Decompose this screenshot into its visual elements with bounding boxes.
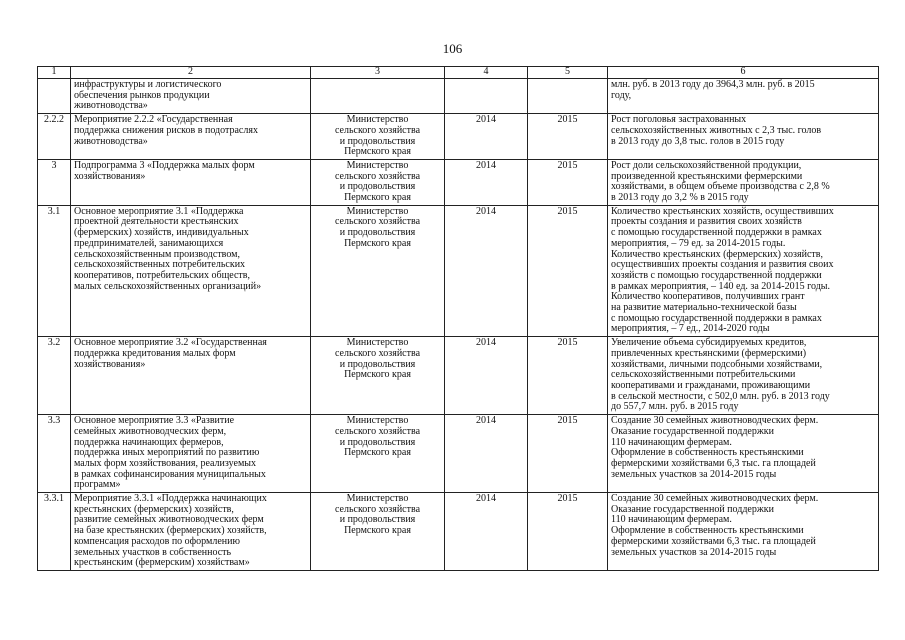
- header-col-2: 2: [71, 67, 311, 79]
- table-row: [38, 159, 879, 205]
- table-row: [38, 205, 879, 336]
- end-year: [528, 79, 608, 114]
- row-number: 2.2.2: [38, 114, 71, 160]
- executor: Министерство сельского хозяйства и продовольствия Пермского края: [311, 159, 445, 205]
- start-year: 2014: [445, 114, 528, 160]
- end-year: 2015: [528, 415, 608, 493]
- measure-name: инфраструктуры и логистического обеспечения рынков продукции животноводства»: [71, 79, 311, 114]
- row-number: 3.2: [38, 337, 71, 415]
- expected-result: Рост поголовья застрахованных сельскохозяйственных животных с 2,3 тыс. голов в 2013 году до 3,8 тыс. голов в 2015 году: [608, 114, 879, 160]
- row-number: 3.1: [38, 205, 71, 336]
- measure-name: Подпрограмма 3 «Поддержка малых форм хозяйствования»: [71, 159, 311, 205]
- header-col-4: 4: [445, 67, 528, 79]
- program-table: [37, 66, 879, 571]
- executor: Министерство сельского хозяйства и продовольствия Пермского края: [311, 337, 445, 415]
- table-row: [38, 337, 879, 415]
- header-col-1: 1: [38, 67, 71, 79]
- expected-result: Увеличение объема субсидируемых кредитов, привлеченных крестьянскими (фермерскими) хозяйствами, личными подсобными хозяйствами, сельскохозяйственными потребительскими кооперативами и гражданами, проживающими в сельской местности, с 502,0 млн. руб. в 2013 году до 557,7 млн. руб. в 2015 году: [608, 337, 879, 415]
- start-year: [445, 79, 528, 114]
- end-year: 2015: [528, 114, 608, 160]
- row-number: 3.3.1: [38, 493, 71, 571]
- end-year: 2015: [528, 493, 608, 571]
- start-year: 2014: [445, 337, 528, 415]
- row-number: 3.3: [38, 415, 71, 493]
- start-year: 2014: [445, 159, 528, 205]
- header-row: [38, 67, 879, 79]
- measure-name: Мероприятие 3.3.1 «Поддержка начинающих крестьянских (фермерских) хозяйств, развитие семейных животноводческих ферм на базе крестьянских (фермерских) хозяйств, компенсация расходов по оформлению земельных участков в собственность крестьянским (фермерским) хозяйствам»: [71, 493, 311, 571]
- page-number: 106: [442, 41, 463, 56]
- measure-name: Основное мероприятие 3.2 «Государственная поддержка кредитования малых форм хозяйствования»: [71, 337, 311, 415]
- expected-result: Создание 30 семейных животноводческих ферм. Оказание государственной поддержки 110 начинающим фермерам. Оформление в собственность крестьянскими фермерскими хозяйствами 6,3 тыс. га площадей земельных участков за 2014-2015 годы: [608, 493, 879, 571]
- measure-name: Основное мероприятие 3.3 «Развитие семейных животноводческих ферм, поддержка начинающих фермеров, поддержка иных мероприятий по развитию малых форм хозяйствования, реализуемых в рамках софинансирования муниципальных программ»: [71, 415, 311, 493]
- table-row: [38, 415, 879, 493]
- measure-name: Мероприятие 2.2.2 «Государственная поддержка снижения рисков в подотраслях животноводства»: [71, 114, 311, 160]
- start-year: 2014: [445, 205, 528, 336]
- executor: Министерство сельского хозяйства и продовольствия Пермского края: [311, 415, 445, 493]
- expected-result: млн. руб. в 2013 году до 3964,3 млн. руб. в 2015 году,: [608, 79, 879, 114]
- executor: Министерство сельского хозяйства и продовольствия Пермского края: [311, 205, 445, 336]
- end-year: 2015: [528, 337, 608, 415]
- header-col-5: 5: [528, 67, 608, 79]
- executor: Министерство сельского хозяйства и продовольствия Пермского края: [311, 114, 445, 160]
- end-year: 2015: [528, 205, 608, 336]
- row-number: [38, 79, 71, 114]
- measure-name: Основное мероприятие 3.1 «Поддержка проектной деятельности крестьянских (фермерских) хозяйств, индивидуальных предпринимателей, занимающихся сельскохозяйственным производством, сельскохозяйственных потребительских кооперативов, потребительских обществ, малых сельскохозяйственных организаций»: [71, 205, 311, 336]
- expected-result: Рост доли сельскохозяйственной продукции, произведенной крестьянскими фермерскими хозяйствами, в общем объеме производства с 2,8 % в 2013 году до 3,2 % в 2015 году: [608, 159, 879, 205]
- table-row: [38, 114, 879, 160]
- start-year: 2014: [445, 493, 528, 571]
- expected-result: Создание 30 семейных животноводческих ферм. Оказание государственной поддержки 110 начинающим фермерам. Оформление в собственность крестьянскими фермерскими хозяйствами 6,3 тыс. га площадей земельных участков за 2014-2015 годы: [608, 415, 879, 493]
- row-number: 3: [38, 159, 71, 205]
- executor: [311, 79, 445, 114]
- header-col-6: 6: [608, 67, 879, 79]
- table-row: [38, 79, 879, 114]
- executor: Министерство сельского хозяйства и продовольствия Пермского края: [311, 493, 445, 571]
- table-row: [38, 493, 879, 571]
- expected-result: Количество крестьянских хозяйств, осуществивших проекты создания и развития своих хозяйств с помощью государственной поддержки в рамках мероприятия, – 79 ед. за 2014-2015 годы. Количество крестьянских (фермерских) хозяйств, осуществивших проекты создания и развития своих хозяйств с помощью государственной поддержки в рамках мероприятия, – 140 ед. за 2014-2015 годы. Количество кооперативов, получивших грант на развитие материально-технической базы с помощью государственной поддержки в рамках мероприятия, – 7 ед., 2014-2020 годы: [608, 205, 879, 336]
- end-year: 2015: [528, 159, 608, 205]
- header-col-3: 3: [311, 67, 445, 79]
- start-year: 2014: [445, 415, 528, 493]
